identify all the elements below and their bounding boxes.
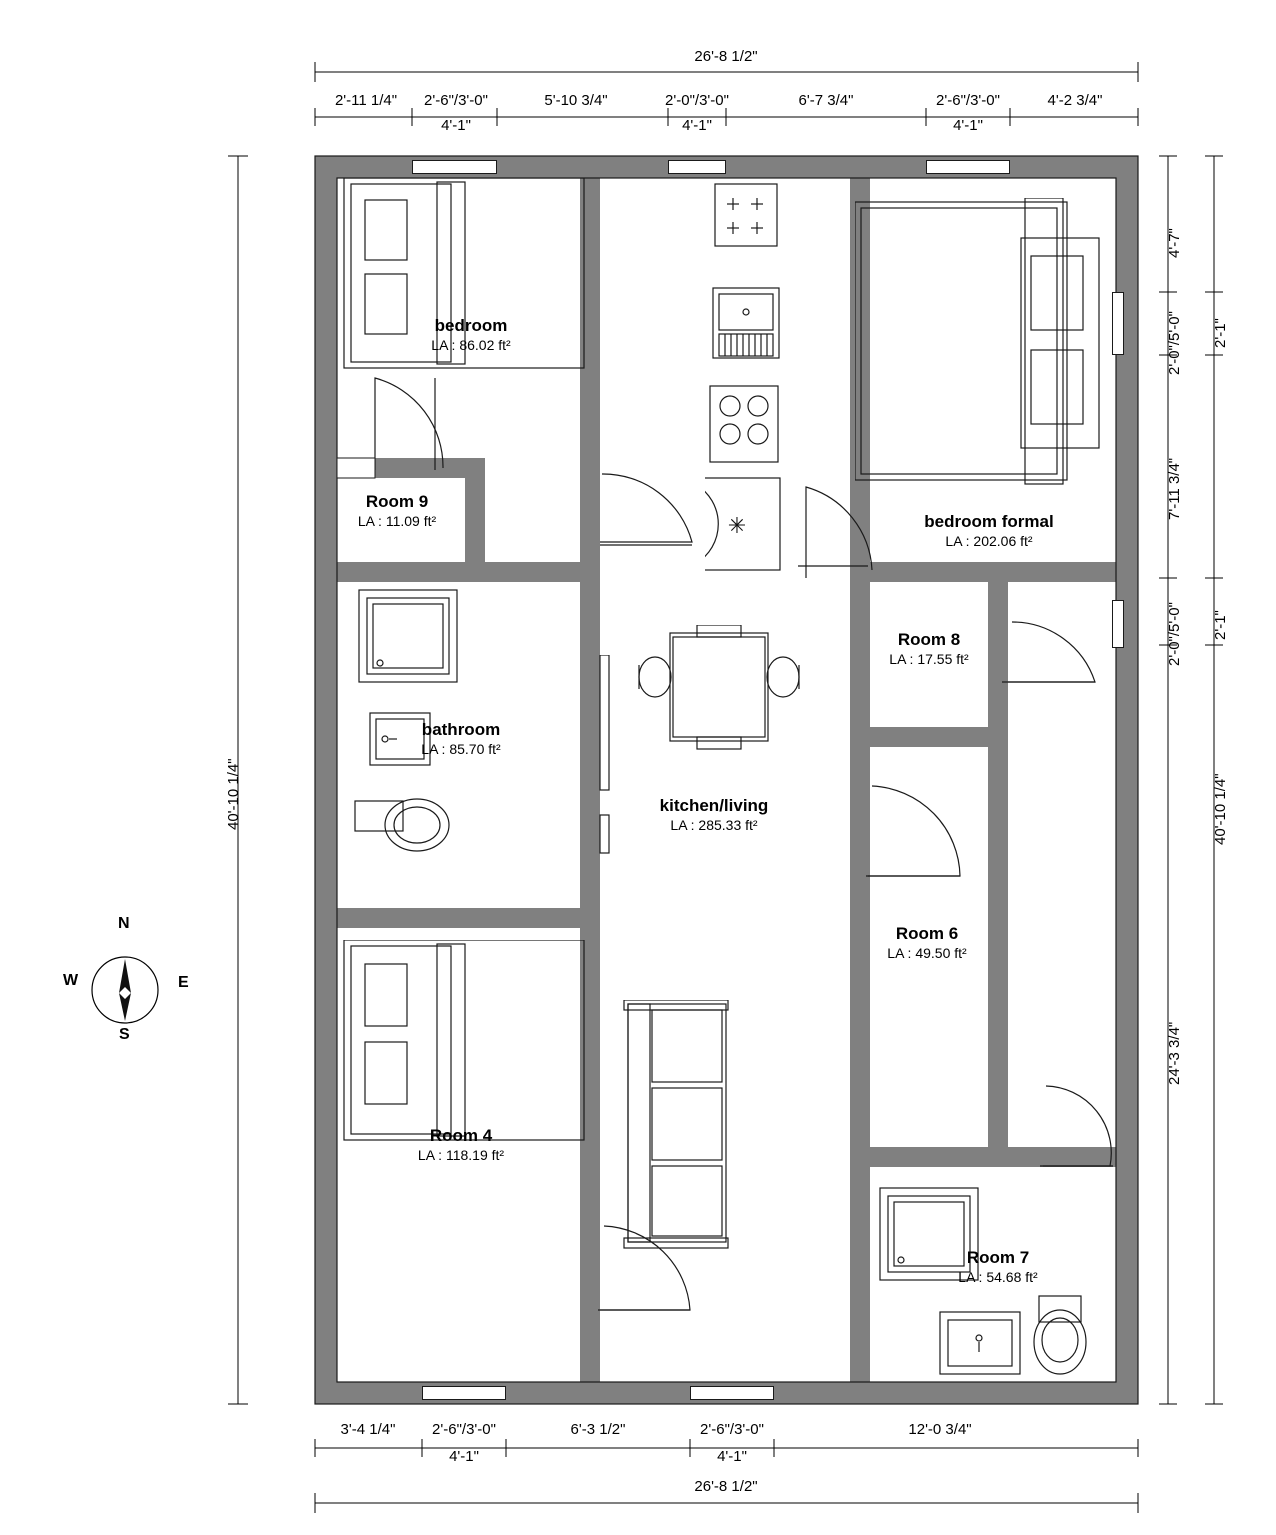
- room-area: LA : 118.19 ft²: [417, 1147, 505, 1163]
- room-label-room8: [889, 630, 968, 668]
- dim-right-outer-overall: 40'-10 1/4": [1212, 773, 1229, 845]
- room-label-bathroom: [421, 720, 500, 758]
- room-label-kitchen-living: [660, 796, 769, 834]
- dim-right-far-1: 2'-1": [1212, 318, 1229, 348]
- dim-right-far-2: 2'-1": [1212, 610, 1229, 640]
- furniture-dining-table: [635, 625, 805, 750]
- compass-west-label: W: [63, 972, 79, 989]
- dim-right-5: 24'-3 3/4": [1166, 1021, 1183, 1085]
- furniture-room4-bed: [337, 940, 587, 1150]
- dim-right-4: 2'-0"/5'-0": [1166, 602, 1183, 666]
- dim-top-sub-2: 4'-1": [682, 117, 712, 134]
- dim-top-sub-1: 4'-1": [441, 117, 471, 134]
- dim-bottom-4: 2'-6"/3'-0": [700, 1421, 764, 1438]
- dim-top-6: 2'-6"/3'-0": [936, 92, 1000, 109]
- room-area: LA : 285.33 ft²: [670, 817, 758, 833]
- dim-bottom-3: 6'-3 1/2": [570, 1421, 626, 1438]
- dim-left-overall: 40'-10 1/4": [225, 758, 242, 830]
- pocket-door-kitchen: [596, 655, 614, 855]
- dim-top-4: 2'-0"/3'-0": [665, 92, 729, 109]
- dim-top-2: 2'-6"/3'-0": [424, 92, 488, 109]
- dim-bottom-overall: 26'-8 1/2": [694, 1478, 758, 1495]
- room-area: LA : 49.50 ft²: [887, 945, 967, 961]
- furniture-formal-bed: [855, 198, 1105, 488]
- room-area: LA : 17.55 ft²: [889, 651, 969, 667]
- dim-top-3: 5'-10 3/4": [544, 92, 608, 109]
- furniture-sofa: [620, 1000, 730, 1250]
- room-area: LA : 85.70 ft²: [421, 741, 501, 757]
- dim-bottom-2: 2'-6"/3'-0": [432, 1421, 496, 1438]
- room-name: Room 8: [897, 630, 961, 649]
- compass-south-label: S: [119, 1026, 130, 1043]
- room-name: Room 6: [895, 924, 959, 943]
- dim-bottom-1: 3'-4 1/4": [340, 1421, 396, 1438]
- room-label-bedroom-formal: [924, 512, 1053, 550]
- dim-top-sub-3: 4'-1": [953, 117, 983, 134]
- room-name: Room 9: [365, 492, 429, 511]
- room-name: Room 4: [429, 1126, 493, 1145]
- dim-right-2: 2'-0"/5'-0": [1166, 311, 1183, 375]
- dim-top-1: 2'-11 1/4": [334, 92, 398, 109]
- room-area: LA : 86.02 ft²: [431, 337, 511, 353]
- room-area: LA : 202.06 ft²: [945, 533, 1033, 549]
- room-name: Room 7: [966, 1248, 1030, 1267]
- svg-text:✳: ✳: [727, 513, 747, 538]
- room-area: LA : 11.09 ft²: [357, 513, 437, 529]
- dim-top-7: 4'-2 3/4": [1047, 92, 1103, 109]
- room-area: LA : 54.68 ft²: [958, 1269, 1038, 1285]
- room-label-room4: [418, 1126, 504, 1164]
- dim-top-overall: 26'-8 1/2": [694, 48, 758, 65]
- dim-top-5: 6'-7 3/4": [798, 92, 854, 109]
- room-label-room6: [887, 924, 966, 962]
- room-name: bedroom formal: [924, 512, 1054, 531]
- dim-bottom-5: 12'-0 3/4": [908, 1421, 972, 1438]
- dim-bottom-sub-2: 4'-1": [717, 1448, 747, 1465]
- room-name: bathroom: [421, 720, 501, 739]
- compass-east-label: E: [178, 974, 189, 991]
- compass-north-label: N: [118, 915, 130, 932]
- room-name: bedroom: [434, 316, 508, 335]
- room-name: kitchen/living: [659, 796, 769, 815]
- dim-right-1: 4'-7": [1166, 228, 1183, 258]
- furniture-kitchen: [705, 178, 825, 578]
- room-label-room9: [358, 492, 436, 530]
- dim-bottom-sub-1: 4'-1": [449, 1448, 479, 1465]
- dim-right-3: 7'-11 3/4": [1166, 457, 1183, 520]
- room-label-bedroom: [431, 316, 510, 354]
- room-label-room7: [958, 1248, 1037, 1286]
